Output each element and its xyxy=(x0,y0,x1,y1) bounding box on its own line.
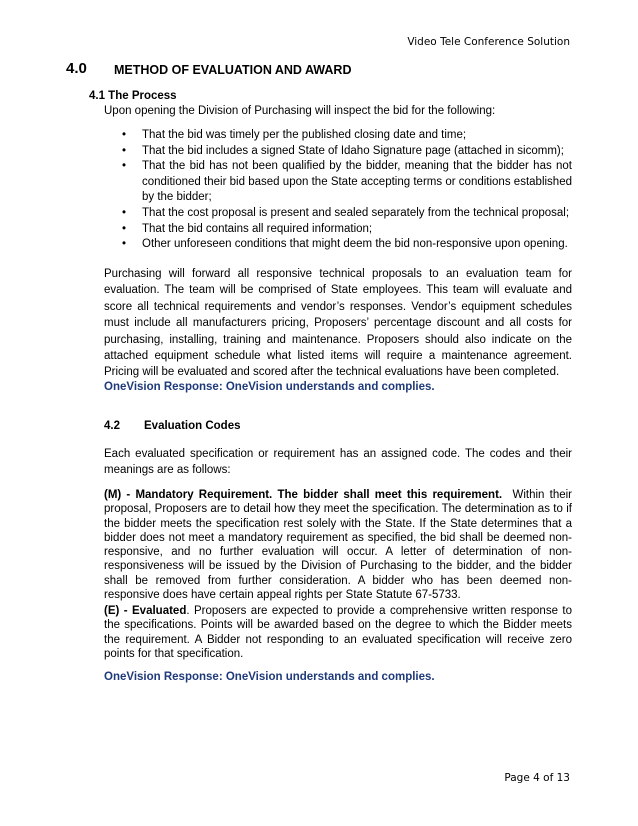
codes-heading: Evaluation Codes xyxy=(144,420,241,432)
evaluated-paragraph xyxy=(104,604,572,661)
mandatory-label: (M) - Mandatory Requirement. The bidder shall meet this requirement. xyxy=(104,489,503,501)
process-response: OneVision Response: OneVision understands and complies. xyxy=(104,381,435,393)
page-number: Page 4 of 13 xyxy=(504,772,570,784)
inspection-list xyxy=(120,128,572,253)
list-item: • That the cost proposal is present and sealed separately from the technical proposal; xyxy=(120,206,572,222)
codes-number: 4.2 xyxy=(104,420,120,432)
list-item: • That the bid has not been qualified by the bidder, meaning that the bidder has not conditioned their bid based upon the State accepting terms or conditions established by the bidder; xyxy=(120,159,572,206)
mandatory-paragraph xyxy=(104,488,572,602)
codes-response: OneVision Response: OneVision understands and complies. xyxy=(104,671,435,683)
list-item: • That the bid contains all required information; xyxy=(120,222,572,238)
list-item: • That the bid was timely per the published closing date and time; xyxy=(120,128,572,144)
section-title: METHOD OF EVALUATION AND AWARD xyxy=(114,63,352,77)
process-intro: Upon opening the Division of Purchasing will inspect the bid for the following: xyxy=(104,105,496,117)
page-header: Video Tele Conference Solution xyxy=(407,36,570,48)
mandatory-text: Within their proposal, Proposers are to detail how they meet the specification. The determination as to if the bidder meets the specification rest solely with the State. If the State determines that a bidder does not meet a mandatory requirement as specified, the bid shall be deemed non-responsive, and no further evaluation will occur. A letter of determination of non-responsiveness will be issued by the Division of Purchasing to the bidder, and the bidder shall be removed from further consideration. A bidder who has been deemed non-responsive does have certain appeal rights per State Statute 67-5733. xyxy=(104,489,572,602)
codes-intro: Each evaluated specification or requirement has an assigned code. The codes and their meanings are as follows: xyxy=(104,448,572,477)
section-number: 4.0 xyxy=(66,60,87,77)
process-paragraph: Purchasing will forward all responsive technical proposals to an evaluation team for evaluation. The team will be comprised of State employees. This team will evaluate and score all technical requirements and vendor’s responses. Vendor’s equipment schedules must include all manufacturers pricing, Proposers’ percentage discount and all costs for purchasing, installing, training and maintenance. Proposers should also indicate on the attached equipment schedule what listed items will require a maintenance agreement. Pricing will be evaluated and scored after the technical evaluations have been completed. xyxy=(104,268,572,379)
evaluated-label: (E) - Evaluated xyxy=(104,605,187,617)
process-heading: 4.1 The Process xyxy=(89,90,177,102)
list-item: • Other unforeseen conditions that might deem the bid non-responsive upon opening. xyxy=(120,237,572,253)
evaluated-text: . Proposers are expected to provide a comprehensive written response to the specifications. Points will be awarded based on the degree to which the Bidder meets the requirement. A Bidder not responding to an evaluated specification will receive zero points for that specification. xyxy=(104,605,572,660)
list-item: • That the bid includes a signed State of Idaho Signature page (attached in sicomm); xyxy=(120,144,572,160)
